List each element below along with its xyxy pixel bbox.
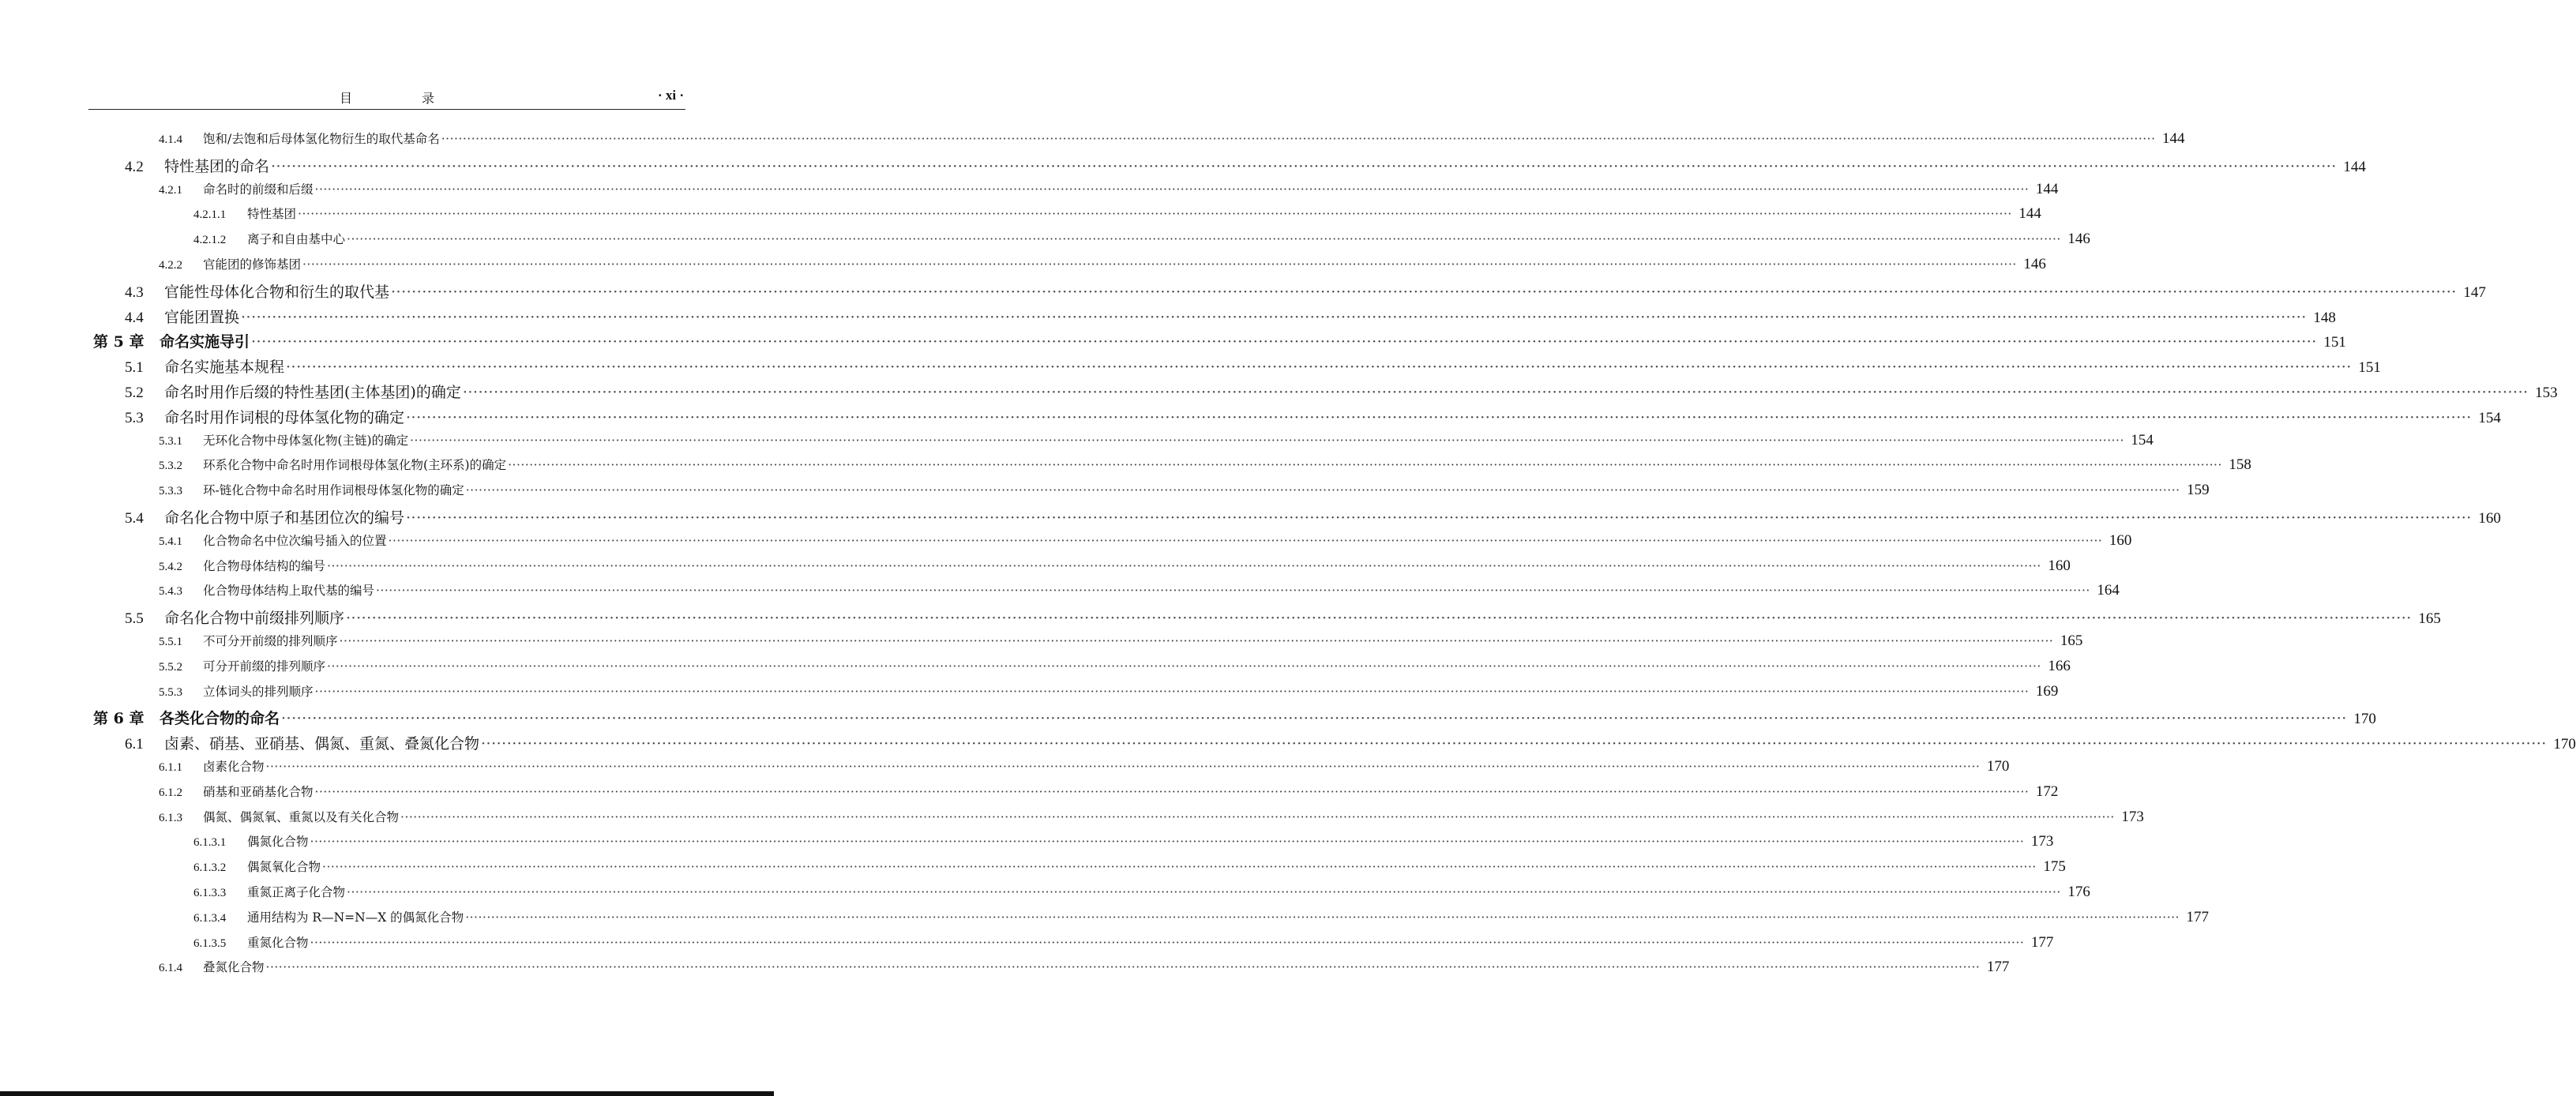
- toc-entry-page: 177: [2030, 933, 2054, 951]
- toc-entry-row[interactable]: [159, 632, 2083, 650]
- toc-entry-row[interactable]: [159, 682, 2059, 700]
- toc-entry-title: 偶氮、偶氮氧、重氮以及有关化合物: [203, 809, 400, 824]
- toc-entry-number: 5.2: [125, 385, 144, 401]
- toc-entry-row[interactable]: [125, 355, 2381, 377]
- toc-entry-number: 5.5: [125, 610, 144, 628]
- toc-entry-row[interactable]: [193, 908, 2209, 926]
- toc-entry-page: 172: [2035, 783, 2059, 800]
- toc-entry-page: 159: [2187, 482, 2210, 499]
- toc-entry-page: 154: [2478, 409, 2501, 426]
- dot-leader: ················································································································································································································································································································································································································: [406, 509, 2472, 527]
- toc-entry-number: 6.1: [125, 736, 144, 753]
- dot-leader: ················································································································································································································································································································································································································: [302, 257, 2017, 272]
- toc-entry-page: 160: [2478, 510, 2501, 527]
- toc-entry-title: 卤素、硝基、亚硝基、偶氮、重氮、叠氮化合物: [164, 735, 480, 753]
- toc-entry-number: 5.4.3: [159, 585, 182, 599]
- toc-entry-row[interactable]: [193, 205, 2041, 223]
- toc-entry-row[interactable]: [159, 581, 2120, 599]
- dot-leader: ················································································································································································································································································································································································································: [347, 885, 2061, 899]
- toc-entry-row[interactable]: [193, 883, 2090, 901]
- toc-entry-title: 可分开前缀的排列顺序: [203, 659, 326, 674]
- toc-entry-number: 6.1.3.2: [193, 861, 227, 875]
- dot-leader: ················································································································································································································································································································································································································: [310, 835, 2025, 850]
- toc-entry-row[interactable]: [125, 732, 2576, 753]
- toc-entry-row[interactable]: [159, 456, 2251, 474]
- toc-entry-row[interactable]: [193, 933, 2054, 951]
- toc-entry-number: 5.3.2: [159, 460, 182, 473]
- toc-entry-title: 特性基团: [247, 207, 297, 222]
- toc-entry-title: 不可分开前缀的排列顺序: [203, 634, 338, 648]
- toc-entry-row[interactable]: [159, 531, 2132, 550]
- dot-leader: ················································································································································································································································································································································································································: [298, 207, 2012, 222]
- dot-leader: ················································································································································································································································································································································································································: [410, 433, 2124, 448]
- header-page-number: · xi ·: [657, 88, 684, 103]
- dot-leader: ················································································································································································································································································································································································································: [322, 860, 2037, 875]
- toc-entry-title: 化合物母体结构上取代基的编号: [203, 584, 375, 599]
- toc-entry-row[interactable]: [193, 832, 2054, 850]
- dot-leader: ················································································································································································································································································································································································································: [265, 960, 1981, 975]
- dot-leader: ················································································································································································································································································································································································································: [388, 533, 2103, 548]
- dot-leader: ················································································································································································································································································································································································································: [265, 760, 1981, 774]
- toc-entry-title: 通用结构为 R—N=N—X 的偶氮化合物: [247, 910, 464, 925]
- toc-entry-row[interactable]: [159, 958, 2010, 976]
- toc-entry-title: 重氮正离子化合物: [247, 885, 346, 899]
- toc-entry-number: 5.5.1: [159, 636, 182, 648]
- dot-leader: ················································································································································································································································································································································································································: [251, 333, 2317, 351]
- toc-entry-row[interactable]: [159, 129, 2185, 148]
- dot-leader: ················································································································································································································································································································································································································: [347, 232, 2061, 247]
- toc-entry-number: 5.3: [125, 409, 144, 426]
- dot-leader: ················································································································································································································································································································································································································: [508, 458, 2222, 473]
- toc-entry-number: 4.3: [125, 283, 144, 301]
- toc-entry-row[interactable]: [159, 557, 2071, 575]
- page-bottom-border: [0, 1091, 774, 1096]
- toc-entry-number: 5.5.3: [159, 685, 182, 699]
- toc-entry-number: 第 6 章: [93, 710, 145, 728]
- toc-entry-row[interactable]: [125, 406, 2501, 427]
- toc-entry-number: 5.4: [125, 510, 144, 527]
- dot-leader: ················································································································································································································································································································································································································: [281, 710, 2347, 728]
- toc-entry-number: 5.3.1: [159, 434, 182, 448]
- toc-entry-row[interactable]: [159, 180, 2059, 198]
- toc-entry-number: 6.1.3.5: [193, 936, 227, 950]
- toc-entry-title: 离子和自由基中心: [247, 232, 346, 247]
- dot-leader: ················································································································································································································································································································································································································: [310, 935, 2025, 950]
- toc-entry-title: 环系化合物中命名时用作词根母体氢化物(主环系)的确定: [203, 458, 507, 473]
- toc-entry-row[interactable]: [193, 230, 2090, 248]
- toc-entry-number: 4.2.1.1: [193, 208, 227, 222]
- toc-chapter-row[interactable]: [93, 330, 2346, 351]
- toc-entry-title: 偶氮氧化合物: [247, 860, 321, 875]
- toc-entry-page: 170: [2353, 711, 2376, 728]
- toc-entry-title: 命名时用作后缀的特性基团(主体基团)的确定: [164, 384, 461, 401]
- toc-entry-page: 177: [2186, 908, 2209, 925]
- toc-entry-page: 165: [2418, 610, 2441, 628]
- toc-entry-number: 6.1.4: [159, 962, 182, 975]
- toc-entry-number: 4.2.2: [159, 259, 182, 272]
- toc-entry-title: 官能性母体化合物和衍生的取代基: [164, 283, 390, 301]
- toc-entry-row[interactable]: [125, 606, 2441, 628]
- toc-entry-row[interactable]: [125, 306, 2336, 327]
- dot-leader: ················································································································································································································································································································································································································: [462, 384, 2529, 401]
- toc-entry-title: 立体词头的排列顺序: [203, 684, 314, 699]
- dot-leader: ················································································································································································································································································································································································································: [465, 910, 2180, 925]
- toc-entry-page: 153: [2535, 385, 2558, 401]
- toc-entry-page: 158: [2229, 456, 2251, 474]
- toc-entry-page: 144: [2035, 180, 2059, 197]
- toc-entry-title: 偶氮化合物: [247, 835, 309, 850]
- toc-entry-number: 5.5.2: [159, 660, 182, 674]
- dot-leader: ················································································································································································································································································································································································································: [406, 408, 2472, 426]
- dot-leader: ················································································································································································································································································································································································································: [286, 358, 2352, 377]
- toc-entry-title: 特性基团的命名: [164, 157, 270, 175]
- toc-entry-page: 177: [1986, 959, 2010, 976]
- toc-entry-page: 176: [2067, 884, 2090, 900]
- toc-entry-number: 第 5 章: [93, 333, 145, 351]
- toc-entry-title: 命名时的前缀和后缀: [203, 182, 314, 197]
- toc-entry-number: 5.3.3: [159, 485, 182, 498]
- dot-leader: ················································································································································································································································································································································································································: [327, 558, 2041, 573]
- toc-chapter-row[interactable]: [93, 707, 2376, 728]
- toc-entry-page: 144: [2343, 158, 2366, 175]
- toc-entry-row[interactable]: [159, 808, 2144, 826]
- toc-entry-title: 饱和/去饱和后母体氢化物衍生的取代基命名: [203, 132, 440, 146]
- toc-entry-row[interactable]: [159, 657, 2071, 675]
- toc-entry-row[interactable]: [159, 757, 2010, 775]
- toc-entry-row[interactable]: [159, 481, 2210, 499]
- toc-entry-title: 命名化合物中原子和基团位次的编号: [164, 509, 405, 527]
- dot-leader: ················································································································································································································································································································································································································: [314, 182, 2030, 197]
- toc-entry-page: 144: [2162, 130, 2185, 147]
- dot-leader: ················································································································································································································································································································································································································: [400, 809, 2115, 824]
- toc-entry-page: 170: [1986, 758, 2010, 775]
- toc-entry-number: 4.4: [125, 309, 144, 326]
- dot-leader: ················································································································································································································································································································································································································: [339, 634, 2054, 648]
- toc-entry-page: 169: [2035, 682, 2059, 700]
- dot-leader: ················································································································································································································································································································································································································: [241, 308, 2307, 326]
- toc-entry-title: 硝基和亚硝基化合物: [203, 784, 314, 799]
- toc-entry-page: 148: [2313, 309, 2336, 326]
- dot-leader: ················································································································································································································································································································································································································: [376, 584, 2090, 599]
- toc-entry-number: 6.1.3.1: [193, 836, 227, 850]
- toc-entry-page: 154: [2131, 431, 2154, 449]
- toc-entry-title: 化合物母体结构的编号: [203, 558, 326, 573]
- toc-entry-page: 151: [2323, 334, 2346, 351]
- toc-entry-row[interactable]: [125, 155, 2366, 176]
- toc-entry-number: 6.1.1: [159, 761, 182, 774]
- dot-leader: ················································································································································································································································································································································································································: [346, 610, 2412, 628]
- toc-entry-title: 各类化合物的命名: [160, 710, 280, 728]
- toc-entry-number: 6.1.3.4: [193, 911, 227, 925]
- toc-entry-title: 化合物命名中位次编号插入的位置: [203, 533, 387, 548]
- dot-leader: ················································································································································································································································································································································································································: [327, 659, 2041, 674]
- toc-entry-number: 5.1: [125, 359, 144, 377]
- toc-entry-number: 6.1.3: [159, 811, 182, 824]
- dot-leader: ················································································································································································································································································································································································································: [441, 132, 2156, 146]
- toc-entry-page: 165: [2060, 632, 2083, 649]
- toc-entry-page: 164: [2097, 582, 2120, 599]
- toc-entry-row[interactable]: [159, 783, 2059, 801]
- toc-entry-title: 命名化合物中前缀排列顺序: [164, 610, 345, 628]
- dot-leader: ················································································································································································································································································································································································································: [314, 684, 2030, 699]
- toc-entry-row[interactable]: [125, 280, 2486, 302]
- toc-entry-page: 173: [2030, 833, 2054, 850]
- toc-entry-page: 147: [2463, 283, 2486, 301]
- dot-leader: ················································································································································································································································································································································································································: [391, 283, 2457, 301]
- toc-entry-row[interactable]: [125, 381, 2558, 402]
- toc-entry-number: 4.1.4: [159, 133, 182, 146]
- toc-entry-title: 卤素化合物: [203, 760, 265, 774]
- toc-entry-page: 160: [2108, 531, 2132, 549]
- toc-entry-number: 5.4.2: [159, 560, 182, 573]
- dot-leader: ················································································································································································································································································································································································································: [314, 784, 2030, 799]
- toc-entry-number: 6.1.3.3: [193, 887, 227, 899]
- toc-entry-title: 命名时用作词根的母体氢化物的确定: [164, 408, 405, 426]
- dot-leader: ················································································································································································································································································································································································································: [271, 157, 2337, 175]
- toc-entry-title: 叠氮化合物: [203, 960, 265, 975]
- toc-entry-title: 官能团的修饰基团: [203, 257, 302, 272]
- toc-entry-number: 4.2.1: [159, 183, 182, 197]
- toc-entry-number: 6.1.2: [159, 786, 182, 799]
- toc-entry-page: 175: [2043, 858, 2066, 876]
- header-title: 目 录: [339, 91, 463, 106]
- toc-entry-page: 146: [2067, 231, 2090, 248]
- toc-entry-title: 命名实施导引: [160, 333, 250, 351]
- toc-entry-title: 无环化合物中母体氢化物(主链)的确定: [203, 433, 409, 448]
- toc-entry-row[interactable]: [193, 858, 2066, 876]
- toc-entry-page: 151: [2358, 359, 2381, 377]
- toc-entry-row[interactable]: [159, 431, 2154, 449]
- toc-entry-page: 173: [2121, 808, 2144, 825]
- toc-entry-number: 4.2.1.2: [193, 234, 227, 247]
- toc-entry-number: 5.4.1: [159, 535, 182, 548]
- toc-entry-title: 环-链化合物中命名时用作词根母体氢化物的确定: [203, 483, 464, 498]
- toc-entry-title: 重氮化合物: [247, 935, 309, 950]
- toc-entry-page: 144: [2018, 205, 2041, 223]
- toc-entry-row[interactable]: [125, 506, 2501, 527]
- toc-entry-title: 命名实施基本规程: [164, 358, 285, 377]
- toc-entry-row[interactable]: [159, 255, 2046, 273]
- toc-entry-page: 160: [2048, 557, 2071, 574]
- toc-entry-page: 170: [2553, 736, 2576, 753]
- dot-leader: ················································································································································································································································································································································································································: [465, 483, 2180, 498]
- toc-entry-title: 官能团置换: [164, 308, 240, 326]
- toc-entry-number: 4.2: [125, 158, 144, 175]
- toc-entry-page: 146: [2023, 256, 2046, 272]
- toc-entry-page: 166: [2048, 657, 2071, 674]
- dot-leader: ················································································································································································································································································································································································································: [481, 735, 2547, 753]
